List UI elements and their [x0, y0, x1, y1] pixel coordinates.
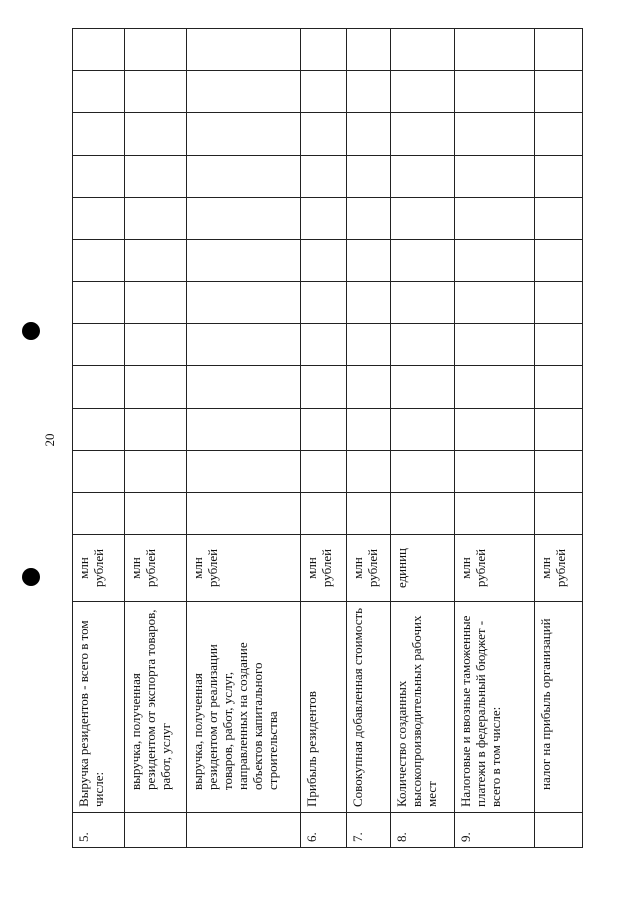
value-cell	[125, 71, 187, 113]
value-cell	[455, 408, 535, 450]
value-cell	[187, 239, 301, 281]
value-cell	[125, 113, 187, 155]
table-row	[455, 29, 535, 848]
value-cell	[535, 408, 583, 450]
value-cell	[125, 197, 187, 239]
unit-of-measure: единиц	[391, 535, 455, 602]
value-cell	[301, 197, 347, 239]
value-cell	[535, 450, 583, 492]
value-cell	[391, 282, 455, 324]
indicator-table-wrapper	[72, 28, 582, 848]
value-cell	[125, 29, 187, 71]
value-cell	[301, 408, 347, 450]
value-cell	[455, 113, 535, 155]
value-cell	[125, 239, 187, 281]
value-cell	[73, 492, 125, 534]
value-cell	[301, 450, 347, 492]
value-cell	[347, 29, 391, 71]
value-cell	[391, 239, 455, 281]
value-cell	[73, 450, 125, 492]
row-number: 8.	[391, 813, 455, 848]
value-cell	[125, 408, 187, 450]
value-cell	[73, 155, 125, 197]
row-number: 9.	[455, 813, 535, 848]
value-cell	[187, 450, 301, 492]
unit-of-measure: млн рублей	[73, 535, 125, 602]
value-cell	[125, 366, 187, 408]
value-cell	[187, 71, 301, 113]
value-cell	[535, 155, 583, 197]
value-cell	[391, 29, 455, 71]
value-cell	[535, 366, 583, 408]
value-cell	[187, 197, 301, 239]
unit-of-measure: млн рублей	[535, 535, 583, 602]
row-number: 5.	[73, 813, 125, 848]
value-cell	[535, 29, 583, 71]
row-number: 7.	[347, 813, 391, 848]
indicator-name: выручка, полученная резидентом от реализации товаров, работ, услуг, направленных на создание объектов капитального строительства	[187, 602, 301, 813]
row-number	[125, 813, 187, 848]
value-cell	[347, 408, 391, 450]
value-cell	[391, 155, 455, 197]
value-cell	[347, 239, 391, 281]
value-cell	[73, 239, 125, 281]
value-cell	[301, 239, 347, 281]
value-cell	[391, 450, 455, 492]
value-cell	[347, 366, 391, 408]
value-cell	[455, 366, 535, 408]
table-row	[535, 29, 583, 848]
value-cell	[455, 71, 535, 113]
value-cell	[125, 282, 187, 324]
indicator-name: Налоговые и ввозные таможенные платежи в федеральный бюджет - всего в том числе:	[455, 602, 535, 813]
table-row	[125, 29, 187, 848]
value-cell	[125, 450, 187, 492]
value-cell	[391, 197, 455, 239]
value-cell	[347, 197, 391, 239]
value-cell	[73, 113, 125, 155]
value-cell	[535, 197, 583, 239]
unit-of-measure: млн рублей	[187, 535, 301, 602]
value-cell	[391, 324, 455, 366]
value-cell	[301, 492, 347, 534]
value-cell	[535, 71, 583, 113]
value-cell	[535, 282, 583, 324]
value-cell	[347, 113, 391, 155]
value-cell	[391, 113, 455, 155]
table-row	[187, 29, 301, 848]
value-cell	[125, 324, 187, 366]
value-cell	[301, 29, 347, 71]
value-cell	[455, 450, 535, 492]
indicator-name: Количество созданных высокопроизводительных рабочих мест	[391, 602, 455, 813]
value-cell	[187, 492, 301, 534]
value-cell	[535, 324, 583, 366]
value-cell	[455, 155, 535, 197]
value-cell	[187, 324, 301, 366]
value-cell	[187, 408, 301, 450]
value-cell	[301, 282, 347, 324]
value-cell	[347, 71, 391, 113]
indicator-name: Совокупная добавленная стоимость	[347, 602, 391, 813]
value-cell	[73, 71, 125, 113]
value-cell	[455, 239, 535, 281]
value-cell	[347, 155, 391, 197]
unit-of-measure: млн рублей	[347, 535, 391, 602]
value-cell	[347, 282, 391, 324]
row-number: 6.	[301, 813, 347, 848]
value-cell	[73, 366, 125, 408]
value-cell	[301, 155, 347, 197]
indicator-name: Выручка резидентов - всего в том числе:	[73, 602, 125, 813]
value-cell	[125, 155, 187, 197]
table-row	[301, 29, 347, 848]
row-number	[535, 813, 583, 848]
table-row	[73, 29, 125, 848]
value-cell	[187, 113, 301, 155]
unit-of-measure: млн рублей	[125, 535, 187, 602]
value-cell	[535, 113, 583, 155]
row-number	[187, 813, 301, 848]
value-cell	[535, 492, 583, 534]
value-cell	[391, 408, 455, 450]
value-cell	[187, 366, 301, 408]
value-cell	[125, 492, 187, 534]
value-cell	[347, 450, 391, 492]
punch-hole-top	[22, 322, 40, 340]
value-cell	[391, 71, 455, 113]
value-cell	[347, 492, 391, 534]
value-cell	[301, 324, 347, 366]
value-cell	[301, 113, 347, 155]
table-row	[391, 29, 455, 848]
indicator-table	[72, 28, 583, 848]
value-cell	[455, 282, 535, 324]
value-cell	[455, 197, 535, 239]
page-number: 20	[42, 433, 57, 447]
value-cell	[187, 29, 301, 71]
unit-of-measure: млн рублей	[455, 535, 535, 602]
value-cell	[391, 492, 455, 534]
value-cell	[187, 282, 301, 324]
indicator-name: налог на прибыль организаций	[535, 602, 583, 813]
value-cell	[455, 29, 535, 71]
value-cell	[535, 239, 583, 281]
value-cell	[455, 324, 535, 366]
unit-of-measure: млн рублей	[301, 535, 347, 602]
value-cell	[187, 155, 301, 197]
value-cell	[301, 71, 347, 113]
value-cell	[73, 197, 125, 239]
indicator-name: Прибыль резидентов	[301, 602, 347, 813]
table-row	[347, 29, 391, 848]
value-cell	[73, 29, 125, 71]
punch-hole-bottom	[22, 568, 40, 586]
value-cell	[301, 366, 347, 408]
value-cell	[73, 282, 125, 324]
value-cell	[455, 492, 535, 534]
indicator-name: выручка, полученная резидентом от экспорта товаров, работ, услуг	[125, 602, 187, 813]
value-cell	[391, 366, 455, 408]
value-cell	[347, 324, 391, 366]
value-cell	[73, 408, 125, 450]
value-cell	[73, 324, 125, 366]
